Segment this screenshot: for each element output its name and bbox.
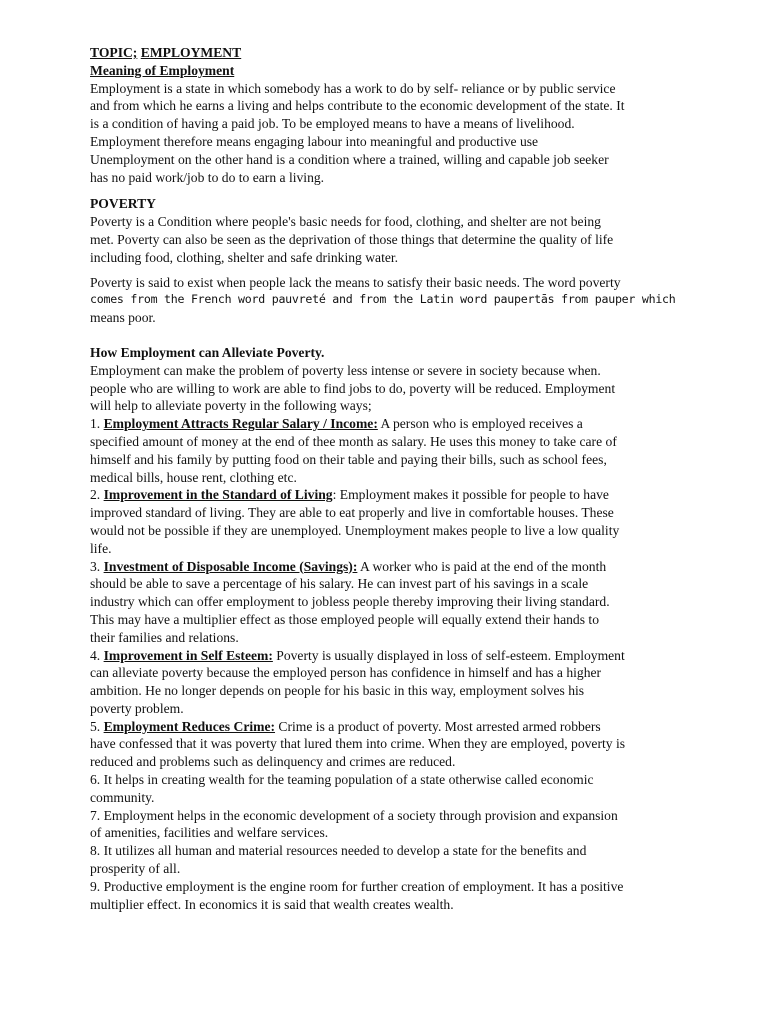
list-item-line: would not be possible if they are unemployed. Unemployment makes people to live a low quality <box>90 522 620 538</box>
meaning-heading: Meaning of Employment <box>90 62 235 78</box>
list-item-line: industry which can offer employment to jobless people thereby improving their living standard. <box>90 594 610 610</box>
item-text: Crime is a product of poverty. Most arrested armed robbers <box>275 718 601 734</box>
item-title: Investment of Disposable Income (Savings): <box>103 558 358 574</box>
alleviate-intro-line: people who are willing to work are able to find jobs to do, poverty will be reduced. Employment <box>90 380 616 396</box>
meaning-line: is a condition of having a paid job. To be employed means to have a means of livelihood. <box>90 116 575 132</box>
alleviate-heading: How Employment can Alleviate Poverty. <box>90 344 325 360</box>
poverty-line: Poverty is a Condition where people's basic needs for food, clothing, and shelter are not being <box>90 214 601 230</box>
item-title: Improvement in Self Esteem: <box>103 647 273 663</box>
item-text: : Employment makes it possible for people to have <box>332 487 609 503</box>
list-item-line: 6. It helps in creating wealth for the teaming population of a state otherwise called economic <box>90 772 594 788</box>
list-item-line: multiplier effect. In economics it is said that wealth creates wealth. <box>90 896 454 912</box>
list-item-first-line <box>90 647 690 665</box>
list-item-line: have confessed that it was poverty that lured them into crime. When they are employed, poverty is <box>90 736 626 752</box>
meaning-line: and from which he earns a living and helps contribute to the economic development of the state. It <box>90 98 625 114</box>
item-text: A person who is employed receives a <box>377 416 583 432</box>
list-item-first-line <box>90 486 690 504</box>
item-number: 4. <box>90 647 101 663</box>
list-item-line: specified amount of money at the end of thee month as salary. He uses this money to take care of <box>90 433 617 449</box>
meaning-line: Unemployment on the other hand is a condition where a trained, willing and capable job seeker <box>90 151 609 167</box>
list-item-line: ambition. He no longer depends on people for his basic in this way, employment solves his <box>90 683 585 699</box>
topic-line <box>90 44 690 62</box>
topic-value: EMPLOYMENT <box>140 45 242 60</box>
document-body <box>90 44 690 913</box>
list-item-line: prosperity of all. <box>90 861 181 877</box>
alleviate-intro-line: Employment can make the problem of poverty less intense or severe in society because when. <box>90 362 601 378</box>
list-item-line: 8. It utilizes all human and material resources needed to develop a state for the benefits and <box>90 843 587 859</box>
poverty-line: Poverty is said to exist when people lack the means to satisfy their basic needs. The word poverty <box>90 274 621 290</box>
meaning-line: has no paid work/job to do to earn a living. <box>90 169 325 185</box>
list-item-line: community. <box>90 789 155 805</box>
list-item-line: medical bills, house rent, clothing etc. <box>90 469 297 485</box>
item-text: Poverty is usually displayed in loss of self-esteem. Employment <box>272 647 625 663</box>
list-item-line: 7. Employment helps in the economic development of a society through provision and expansion <box>90 807 618 823</box>
item-title: Improvement in the Standard of Living <box>103 487 333 503</box>
list-item-line: This may have a multiplier effect as those employed people will equally extend their hands to <box>90 611 599 627</box>
list-item-first-line <box>90 415 690 433</box>
list-item-line: 9. Productive employment is the engine room for further creation of employment. It has a positive <box>90 878 624 894</box>
poverty-etymology-line: comes from the French word pauvreté and from the Latin word paupertās from pauper which <box>90 292 676 307</box>
item-title: Employment Attracts Regular Salary / Income: <box>103 416 378 432</box>
poverty-line: including food, clothing, shelter and safe drinking water. <box>90 249 399 265</box>
item-number: 5. <box>90 718 101 734</box>
list-item-line: life. <box>90 540 112 556</box>
poverty-line: met. Poverty can also be seen as the deprivation of those things that determine the quality of life <box>90 231 614 247</box>
list-item-line: of amenities, facilities and welfare services. <box>90 825 329 841</box>
poverty-heading: POVERTY <box>90 196 156 212</box>
poverty-line: means poor. <box>90 310 156 326</box>
meaning-line: Employment is a state in which somebody has a work to do by self- reliance or by public service <box>90 80 616 96</box>
item-number: 1. <box>90 416 101 432</box>
list-item-line: reduced and problems such as delinquency and crimes are reduced. <box>90 754 456 770</box>
topic-label: TOPIC; <box>90 45 138 60</box>
list-item-line: their families and relations. <box>90 629 239 645</box>
list-item-first-line <box>90 718 690 736</box>
list-item-line: himself and his family by putting food on their table and paying their bills, such as school fees, <box>90 451 607 467</box>
meaning-line: Employment therefore means engaging labour into meaningful and productive use <box>90 133 539 149</box>
item-number: 2. <box>90 487 101 503</box>
alleviate-intro-line: will help to alleviate poverty in the following ways; <box>90 398 372 414</box>
list-item-first-line <box>90 558 690 576</box>
item-text: A worker who is paid at the end of the month <box>357 558 607 574</box>
list-item-line: poverty problem. <box>90 700 184 716</box>
item-title: Employment Reduces Crime: <box>103 718 276 734</box>
list-item-line: improved standard of living. They are able to eat properly and live in comfortable houses. These <box>90 505 614 521</box>
list-item-line: should be able to save a percentage of his salary. He can invest part of his savings in a scale <box>90 576 589 592</box>
item-number: 3. <box>90 558 101 574</box>
list-item-line: can alleviate poverty because the employed person has confidence in himself and has a higher <box>90 665 602 681</box>
